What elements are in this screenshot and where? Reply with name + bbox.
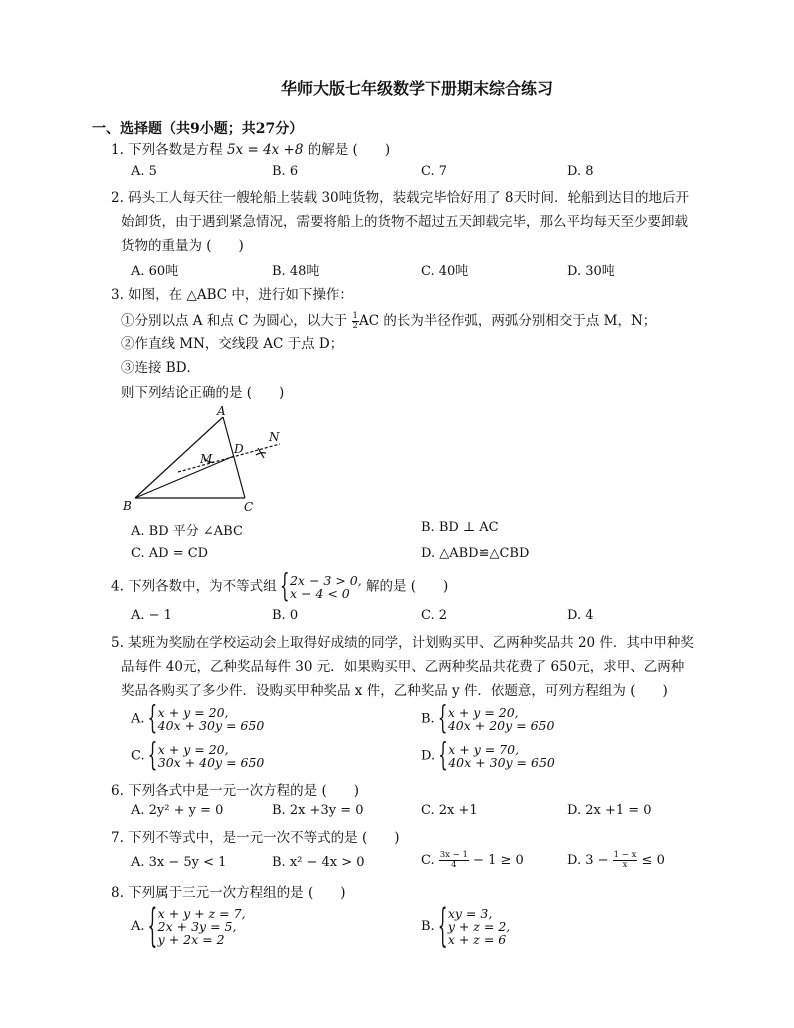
q3-step-3: ③连接 BD． [121,360,201,376]
q4-sys-line-2: x − 4 < 0 [289,586,350,601]
q5-a-eq-2: 40x + 30y = 650 [157,718,265,733]
q5-d-letter: D. [421,748,436,764]
q7-d-letter: D. 3 − [567,853,609,868]
q5-line-3: 奖品各购买了多少件．设购买甲种奖品 x 件，乙种奖品 y 件．依题意，可列方程组为 ( ) [121,683,668,699]
q5-a-system [149,706,265,732]
q7-c-fraction [439,851,469,870]
q8-a-eq-3: y + 2x = 2 [157,932,225,947]
q6-option-d: D. 2x +1 = 0 [567,803,652,818]
q1-option-c: C. 7 [421,164,448,179]
fraction-one-half [352,312,359,331]
question-4 [111,574,448,600]
q5-c-eq-1: { x + y = 20, [157,742,229,757]
frac-num: 1 [352,311,358,321]
question-1 [111,140,390,160]
q3-option-a: A. BD 平分 ∠ABC [131,524,243,539]
q4-tail: 解的是 ( ) [366,578,449,595]
line-mn [178,444,280,472]
frac-den: 2 [352,321,358,331]
q5-d-system [439,743,555,769]
segment-bd [135,456,234,498]
q7-stem: 7. 下列不等式中，是一元一次不等式的是 ( ) [111,830,400,846]
q5-d-eq-2: 40x + 30y = 650 [448,755,555,770]
q6-option-a: A. 2y² + y = 0 [131,803,224,818]
q5-b-eq-2: 40x + 20y = 650 [447,718,555,733]
q5-option-a [131,706,264,732]
q2-line-1: 2. 码头工人每天往一艘轮船上装载 30吨货物，装载完毕恰好用了 8天时间．轮船到达目的地后开 [111,190,690,206]
q7-option-a: A. 3x − 5y < 1 [131,855,227,870]
q6-stem: 6. 下列各式中是一元一次方程的是 ( ) [111,783,359,799]
q6-option-c: C. 2x +1 [421,803,478,818]
q7-d-den: x [622,860,628,870]
q3-step-1-b: AC 的长为半径作弧，两弧分别相交于点 M，N； [358,313,657,329]
q8-option-b [421,907,510,946]
q5-c-eq-2: 30x + 40y = 650 [157,755,265,770]
q8-b-letter: B. [421,919,435,934]
q5-c-letter: C. [131,748,145,764]
q3-step-1 [121,311,656,331]
q4-option-c: C. 2 [421,608,448,623]
page-title: 华师大版七年级数学下册期末综合练习 [280,79,553,98]
q7-option-b: B. x² − 4x > 0 [272,855,365,870]
q5-d-eq-1: { x + y = 70, [448,742,520,757]
q2-option-b: B. 48吨 [272,264,320,279]
q8-option-a [131,907,246,946]
q3-option-d: D. △ABD≌△CBD [421,546,530,561]
q1-equation: 5x = 4x +8 [226,142,304,158]
q5-line-1: 5. 某班为奖励在学校运动会上取得好成绩的同学，计划购买甲、乙两种奖品共 20 件．其中甲种奖 [111,635,694,651]
q5-b-letter: B. [421,711,435,727]
label-d: D [234,442,244,456]
q7-c-num: 3x − 1 [439,850,468,860]
section-heading: 一、选择题（共9小题；共27分） [92,121,304,137]
q5-option-c [131,743,264,769]
q8-a-system [149,907,246,946]
label-c: C [244,500,254,514]
q1-tail: 的解是 ( ) [307,142,391,158]
q4-sys-line-1: { 2x − 3 > 0, [289,573,362,588]
side-ac [223,417,245,498]
q7-d-tail: ≤ 0 [641,853,665,868]
q3-ask: 则下列结论正确的是 ( ) [121,385,285,401]
q4-inequality-system [281,574,362,600]
q8-a-letter: A. [131,919,145,934]
q2-line-2: 始卸货，由于遇到紧急情况，需要将船上的货物不超过五天卸载完毕，那么平均每天至少要卸载 [121,214,688,230]
q5-a-letter: A. [131,711,145,727]
q5-c-system [149,743,265,769]
label-m: M [200,452,213,466]
label-b: B [123,499,132,513]
q7-c-tail: − 1 ≥ 0 [473,853,524,868]
q1-option-d: D. 8 [567,164,594,179]
q2-option-d: D. 30吨 [567,264,615,279]
q2-line-3: 货物的重量为 ( ) [121,238,244,254]
q3-stem: 3. 如图，在 △ABC 中，进行如下操作： [111,287,353,303]
q4-option-b: B. 0 [272,608,299,623]
q8-b-eq-3: x + z = 6 [447,932,507,947]
q7-option-c [421,851,524,870]
q2-option-c: C. 40吨 [421,264,469,279]
q5-option-d [421,743,555,769]
triangle-figure [120,402,300,514]
q3-step-1-a: ①分别以点 A 和点 C 为圆心，以大于 [121,313,348,329]
q5-line-2: 品每件 40元，乙种奖品每件 30 元．如果购买甲、乙两种奖品共花费了 650元，求甲、乙两种 [121,659,685,675]
q5-a-eq-1: { x + y = 20, [157,705,229,720]
q3-option-b: B. BD ⊥ AC [421,520,499,535]
q8-b-eq-2: y + z = 2, [447,919,511,934]
q8-a-eq-1: { x + y + z = 7, [157,906,246,921]
q1-option-a: A. 5 [131,164,157,179]
q4-option-d: D. 4 [567,608,594,623]
q1-stem: 1. 下列各数是方程 [111,142,223,158]
q7-c-den: 4 [451,860,457,870]
q8-stem: 8. 下列属于三元一次方程组的是 ( ) [111,885,346,901]
q8-a-eq-2: 2x + 3y = 5, [157,919,237,934]
q8-b-eq-1: { xy = 3, [447,906,493,921]
q5-option-b [421,706,554,732]
q8-b-system [439,907,510,946]
q2-option-a: A. 60吨 [131,264,179,279]
q6-option-b: B. 2x +3y = 0 [272,803,364,818]
q3-option-c: C. AD = CD [131,546,209,561]
q3-step-2: ②作直线 MN，交线段 AC 于点 D； [121,336,344,352]
label-a: A [217,404,226,418]
q4-stem: 4. 下列各数中，为不等式组 [111,578,277,595]
q7-c-letter: C. [421,853,435,868]
q5-b-eq-1: { x + y = 20, [447,705,519,720]
q1-option-b: B. 6 [272,164,299,179]
q7-option-d [567,851,665,870]
q4-option-a: A. − 1 [131,608,172,623]
q7-d-fraction [613,851,638,870]
q7-d-num: 1 − x [613,850,637,860]
q5-b-system [439,706,555,732]
label-n: N [269,430,280,444]
